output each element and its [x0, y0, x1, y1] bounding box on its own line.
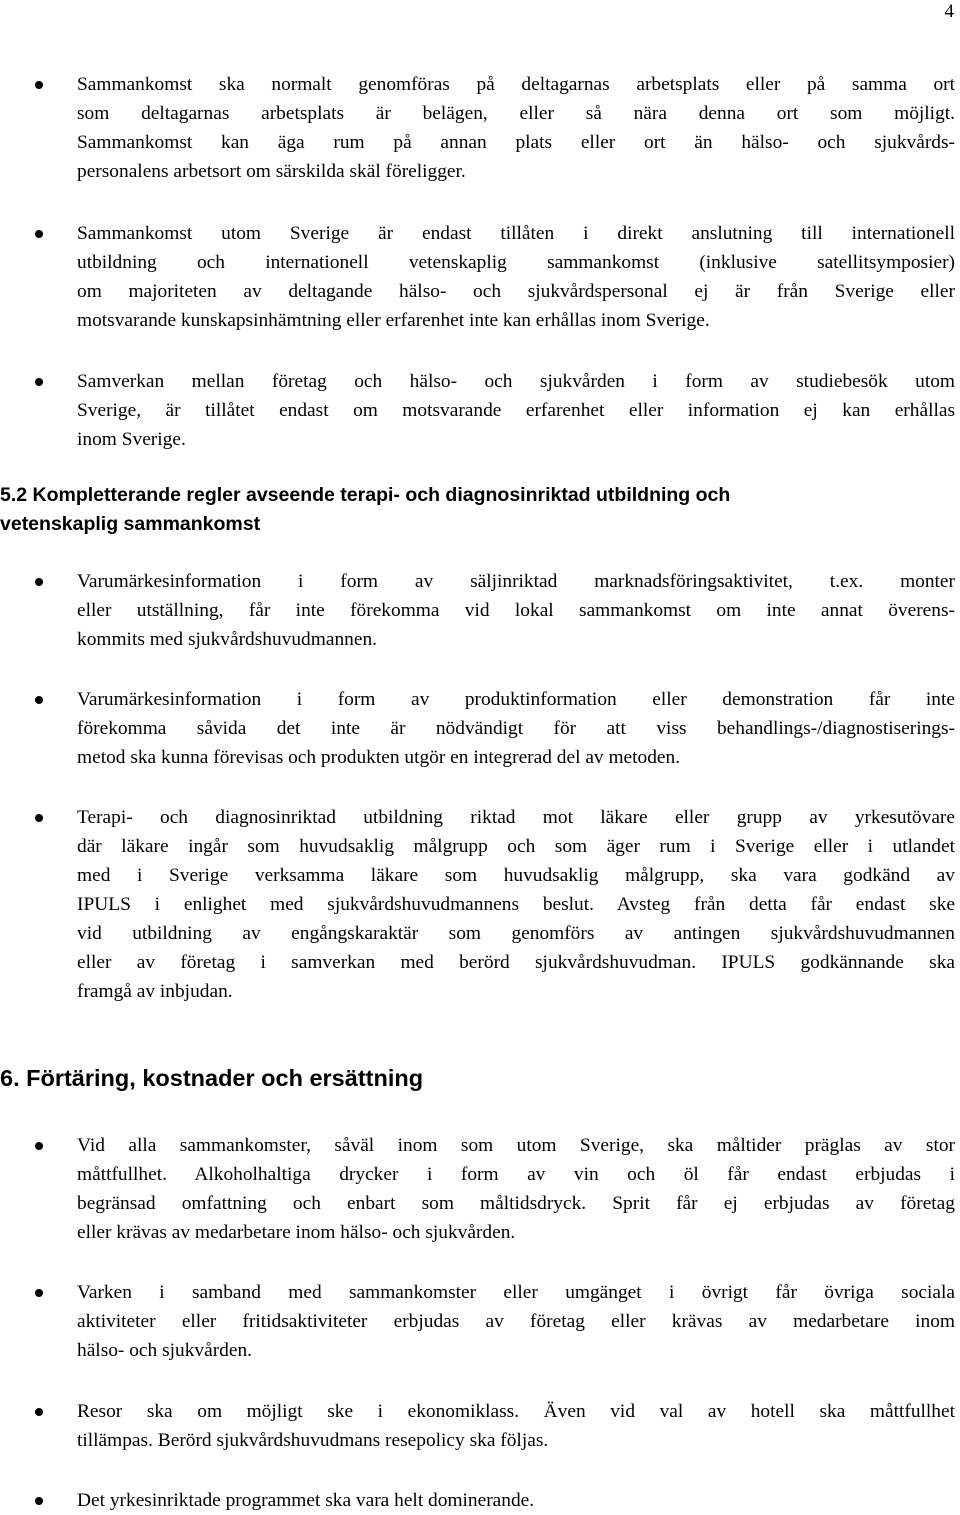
bullet-icon — [35, 81, 43, 89]
text-line: Terapi- och diagnosinriktad utbildning riktad mot läkare eller grupp av yrkesutövare — [77, 807, 955, 828]
text-line: inom Sverige. — [77, 429, 186, 450]
text-line: Varumärkesinformation i form av produktinformation eller demonstration får inte — [77, 689, 955, 710]
text-line: Sammankomst ska normalt genomföras på deltagarnas arbetsplats eller på samma ort — [77, 74, 955, 95]
list-item — [77, 219, 955, 335]
text-line: Sammankomst kan äga rum på annan plats eller ort än hälso- och sjukvårds- — [77, 132, 955, 153]
text-line: Sammankomst utom Sverige är endast tillåten i direkt anslutning till internationell — [77, 223, 955, 244]
text-line: Varumärkesinformation i form av säljinriktad marknadsföringsaktivitet, t.ex. monter — [77, 571, 955, 592]
bullet-icon — [35, 1408, 43, 1416]
text-line: personalens arbetsort om särskilda skäl föreligger. — [77, 161, 466, 182]
text-line: metod ska kunna förevisas och produkten utgör en integrerad del av metoden. — [77, 747, 681, 768]
bullet-icon — [35, 1289, 43, 1297]
text-line: kommits med sjukvårdshuvudmannen. — [77, 629, 377, 650]
text-line: måttfullhet. Alkoholhaltiga drycker i form av vin och öl får endast erbjudas i — [77, 1164, 955, 1185]
text-line: aktiviteter eller fritidsaktiviteter erbjudas av företag eller krävas av medarbetare inom — [77, 1311, 955, 1332]
text-line: motsvarande kunskapsinhämtning eller erfarenhet inte kan erhållas inom Sverige. — [77, 310, 710, 331]
list-item — [77, 70, 955, 186]
list-item — [77, 685, 955, 772]
text-line: utbildning och internationell vetenskaplig sammankomst (inklusive satellitsymposier) — [77, 252, 955, 273]
text-line: vid utbildning av engångskaraktär som genomförs av antingen sjukvårdshuvudmannen — [77, 923, 955, 944]
page-number: 4 — [944, 1, 954, 22]
list-item — [77, 1278, 955, 1365]
bullet-icon — [35, 1142, 43, 1150]
list-item — [77, 367, 955, 454]
text-line: Det yrkesinriktade programmet ska vara helt dominerande. — [77, 1490, 535, 1511]
text-line: Resor ska om möjligt ske i ekonomiklass. Även vid val av hotell ska måttfullhet — [77, 1401, 955, 1422]
text-line: om majoriteten av deltagande hälso- och sjukvårdspersonal ej är från Sverige eller — [77, 281, 955, 302]
list-item — [77, 1397, 955, 1455]
text-line: eller krävas av medarbetare inom hälso- och sjukvården. — [77, 1222, 516, 1243]
list-item — [77, 1486, 955, 1515]
text-line: Sverige, är tillåtet endast om motsvarande erfarenhet eller information ej kan erhållas — [77, 400, 955, 421]
heading-line: vetenskaplig sammankomst — [0, 513, 261, 535]
text-line: framgå av inbjudan. — [77, 981, 233, 1002]
text-line: IPULS i enlighet med sjukvårdshuvudmannens beslut. Avsteg från detta får endast ske — [77, 894, 955, 915]
text-line: eller av företag i samverkan med berörd sjukvårdshuvudman. IPULS godkännande ska — [77, 952, 955, 973]
list-item — [77, 803, 955, 1006]
section-heading-5-2 — [0, 481, 900, 539]
text-line: Samverkan mellan företag och hälso- och sjukvården i form av studiebesök utom — [77, 371, 955, 392]
text-line: eller utställning, får inte förekomma vid lokal sammankomst om inte annat överens- — [77, 600, 955, 621]
text-line: Vid alla sammankomster, såväl inom som utom Sverige, ska måltider präglas av stor — [77, 1135, 955, 1156]
text-line: begränsad omfattning och enbart som måltidsdryck. Sprit får ej erbjudas av företag — [77, 1193, 955, 1214]
text-line: där läkare ingår som huvudsaklig målgrupp och som äger rum i Sverige eller i utlandet — [77, 836, 955, 857]
bullet-icon — [35, 378, 43, 386]
heading-line: 5.2 Kompletterande regler avseende terapi- och diagnosinriktad utbildning och — [0, 484, 731, 506]
list-item — [77, 567, 955, 654]
section-heading-6: 6. Förtäring, kostnader och ersättning — [0, 1065, 424, 1091]
bullet-icon — [35, 814, 43, 822]
text-line: hälso- och sjukvården. — [77, 1340, 253, 1361]
bullet-icon — [35, 1497, 43, 1505]
text-line: som deltagarnas arbetsplats är belägen, eller så nära denna ort som möjligt. — [77, 103, 955, 124]
text-line: tillämpas. Berörd sjukvårdshuvudmans resepolicy ska följas. — [77, 1430, 549, 1451]
text-line: Varken i samband med sammankomster eller umgänget i övrigt får övriga sociala — [77, 1282, 955, 1303]
bullet-icon — [35, 578, 43, 586]
bullet-icon — [35, 696, 43, 704]
text-line: med i Sverige verksamma läkare som huvudsaklig målgrupp, ska vara godkänd av — [77, 865, 955, 886]
text-line: förekomma såvida det inte är nödvändigt för att viss behandlings-/diagnostiserings- — [77, 718, 955, 739]
list-item — [77, 1131, 955, 1247]
bullet-icon — [35, 230, 43, 238]
